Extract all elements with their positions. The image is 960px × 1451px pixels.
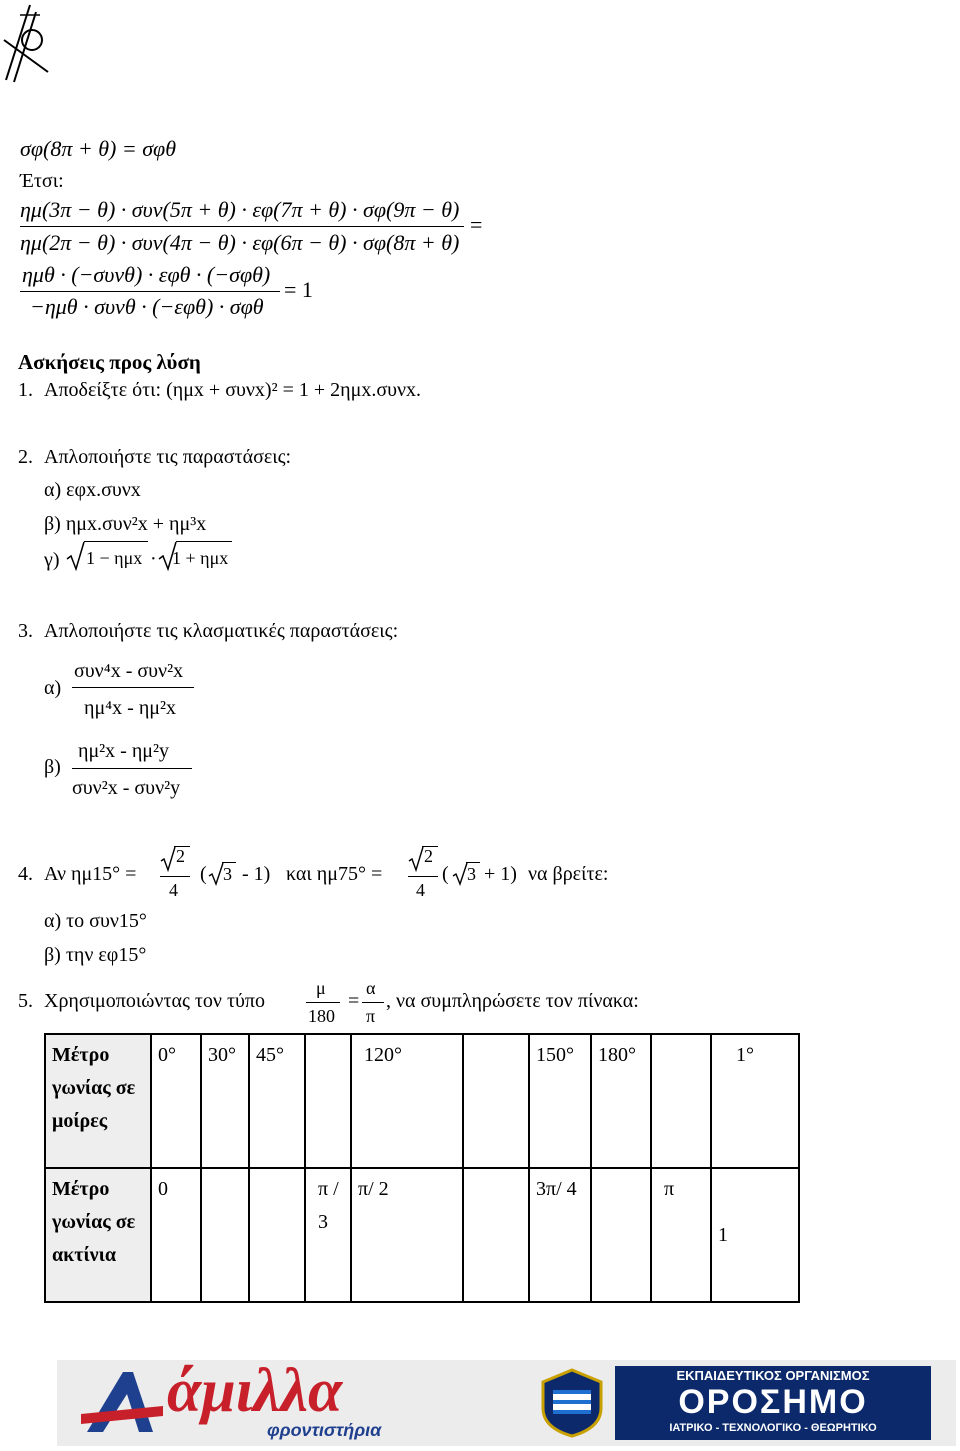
table-cell: π/ 2	[351, 1168, 463, 1302]
ex5-frac1-num: μ	[316, 978, 326, 998]
ex2-c-label: γ)	[44, 549, 60, 571]
ex4-paren1-rest: - 1)	[242, 863, 271, 885]
sqrt-sign-icon	[66, 541, 86, 571]
ex4-middle: και ημ75° =	[286, 863, 383, 885]
solution-etsi: Έτσι:	[20, 170, 64, 192]
table-cell: 45°	[249, 1034, 305, 1168]
org-block	[615, 1366, 931, 1440]
ex1-text: Αποδείξτε ότι: (ημx + συνx)² = 1 + 2ημx.συνx.	[44, 379, 422, 401]
sqrt-sign-icon	[452, 862, 468, 886]
brand-left-subtitle: φροντιστήρια	[267, 1420, 382, 1440]
table-header-radians: Μέτρο γωνίας σε ακτίνια	[45, 1168, 151, 1302]
table-row-degrees	[45, 1034, 799, 1168]
sqrt-sign-icon	[160, 846, 176, 872]
table-cell	[463, 1034, 529, 1168]
ex4-four-2: 4	[416, 880, 425, 900]
table-cell: 1°	[711, 1034, 799, 1168]
ex3-a-label: α)	[44, 677, 62, 699]
ex4-sqrt3-bar-2	[466, 862, 480, 863]
table-cell: 1	[711, 1168, 799, 1302]
amilla-logo-icon	[77, 1366, 167, 1440]
table-row-radians	[45, 1168, 799, 1302]
sqrt2-bar	[176, 541, 232, 542]
ex2-c-dot: ·	[150, 548, 157, 570]
fraction1-equals: =	[470, 212, 483, 237]
ex5-suffix: , να συμπληρώσετε τον πίνακα:	[386, 990, 639, 1012]
table-cell: π / 3	[305, 1168, 351, 1302]
ex4-prefix: Αν ημ15° =	[44, 863, 137, 885]
ex3-b-denominator: συν²x - συν²y	[72, 777, 181, 799]
ex4-sqrt2-value-2: 2	[424, 846, 433, 866]
angles-table	[44, 1033, 800, 1303]
org-line1: ΕΚΠΑΙΔΕΥΤΙΚΟΣ ΟΡΓΑΝΙΣΜΟΣ	[676, 1368, 870, 1383]
ex5-eq: =	[348, 990, 360, 1012]
solution-line-sf: σφ(8π + θ) = σφθ	[20, 136, 177, 161]
table-cell: 30°	[201, 1034, 249, 1168]
ex3-b-numerator: ημ²x - ημ²y	[78, 740, 170, 762]
footer-banner	[57, 1357, 956, 1446]
ex4-suffix: να βρείτε:	[528, 863, 609, 885]
table-cell: 0	[151, 1168, 201, 1302]
table-header-degrees: Μέτρο γωνίας σε μοίρες	[45, 1034, 151, 1168]
ex3-a-numerator: συν⁴x - συν²x	[74, 660, 184, 682]
table-cell: 150°	[529, 1034, 591, 1168]
ex2-a: α) εφx.συνx	[44, 479, 141, 501]
ex4-four-1: 4	[169, 880, 178, 900]
ex2-number: 2.	[18, 446, 33, 468]
ex4-a: α) το συν15°	[44, 910, 147, 932]
ex3-text: Απλοποιήστε τις κλασματικές παραστάσεις:	[44, 620, 399, 642]
table-cell: 0°	[151, 1034, 201, 1168]
ex3-b-line	[72, 768, 192, 769]
table-cell: 120°	[351, 1034, 463, 1168]
ex5-frac2-num: α	[366, 978, 376, 998]
ex5-frac2-line	[362, 1002, 384, 1003]
header-logo	[0, 0, 52, 85]
ex4-sqrt3-bar-1	[222, 862, 236, 863]
table-cell: 180°	[591, 1034, 651, 1168]
ex2-c-radicand2: 1 + ημx	[172, 548, 229, 568]
sqrt1-bar	[84, 541, 148, 542]
ex5-frac1-line	[306, 1002, 340, 1003]
ex4-sqrt3-value-2: 3	[467, 864, 476, 884]
sqrt-sign-icon	[408, 846, 424, 872]
brand-left-name: άμιλλα	[167, 1357, 343, 1425]
ex4-frac1-line	[160, 876, 190, 877]
fraction2-denominator: −ημθ · συνθ · (−εφθ) · σφθ	[30, 294, 264, 319]
fraction1-numerator: ημ(3π − θ) · συν(5π + θ) · εφ(7π + θ) · σφ(9π − θ)	[20, 197, 460, 222]
ex4-paren1-open: (	[200, 863, 207, 885]
ex4-frac2-line	[408, 876, 438, 877]
org-name: ΟΡΟΣΗΜΟ	[678, 1383, 868, 1421]
ex1-number: 1.	[18, 379, 33, 401]
ex3-number: 3.	[18, 620, 33, 642]
ex4-paren2-open: (	[442, 863, 449, 885]
ex5-frac2-den: π	[366, 1006, 376, 1026]
fraction1-line	[20, 226, 464, 227]
table-cell: 3π/ 4	[529, 1168, 591, 1302]
ex3-b-label: β)	[44, 756, 61, 778]
org-line3: ΙΑΤΡΙΚΟ - ΤΕΧΝΟΛΟΓΙΚΟ - ΘΕΩΡΗΤΙΚΟ	[669, 1422, 877, 1434]
exercises-title: Ασκήσεις προς λύση	[18, 350, 201, 374]
ex2-text: Απλοποιήστε τις παραστάσεις:	[44, 446, 292, 468]
ex3-a-denominator: ημ⁴x - ημ²x	[84, 697, 176, 719]
table-cell	[463, 1168, 529, 1302]
table-cell	[591, 1168, 651, 1302]
ex4-sqrt2-value-1: 2	[176, 846, 185, 866]
table-cell: π	[651, 1168, 711, 1302]
ex4-paren2-rest: + 1)	[484, 863, 517, 885]
ex5-number: 5.	[18, 990, 33, 1012]
fraction2-result: = 1	[284, 277, 313, 302]
ex5-frac1-den: 180	[308, 1006, 335, 1026]
oroshmo-emblem-icon	[539, 1368, 605, 1438]
ex3-a-line	[72, 687, 194, 688]
table-cell	[201, 1168, 249, 1302]
table-cell	[249, 1168, 305, 1302]
sqrt-sign-icon	[208, 862, 224, 886]
ex4-sqrt3-value-1: 3	[223, 864, 232, 884]
table-cell	[651, 1034, 711, 1168]
ex2-c-radicand1: 1 − ημx	[86, 548, 143, 568]
compass-ruler-icon	[0, 0, 52, 85]
table-cell	[305, 1034, 351, 1168]
ex5-text: Χρησιμοποιώντας τον τύπο	[44, 990, 266, 1012]
fraction2-line	[20, 291, 280, 292]
fraction2-numerator: ημθ · (−συνθ) · εφθ · (−σφθ)	[22, 262, 271, 287]
ex4-b: β) την εφ15°	[44, 944, 147, 966]
ex4-number: 4.	[18, 863, 33, 885]
ex2-b: β) ημx.συν²x + ημ³x	[44, 513, 207, 535]
fraction1-denominator: ημ(2π − θ) · συν(4π − θ) · εφ(6π − θ) · σφ(8π + θ)	[20, 230, 460, 255]
